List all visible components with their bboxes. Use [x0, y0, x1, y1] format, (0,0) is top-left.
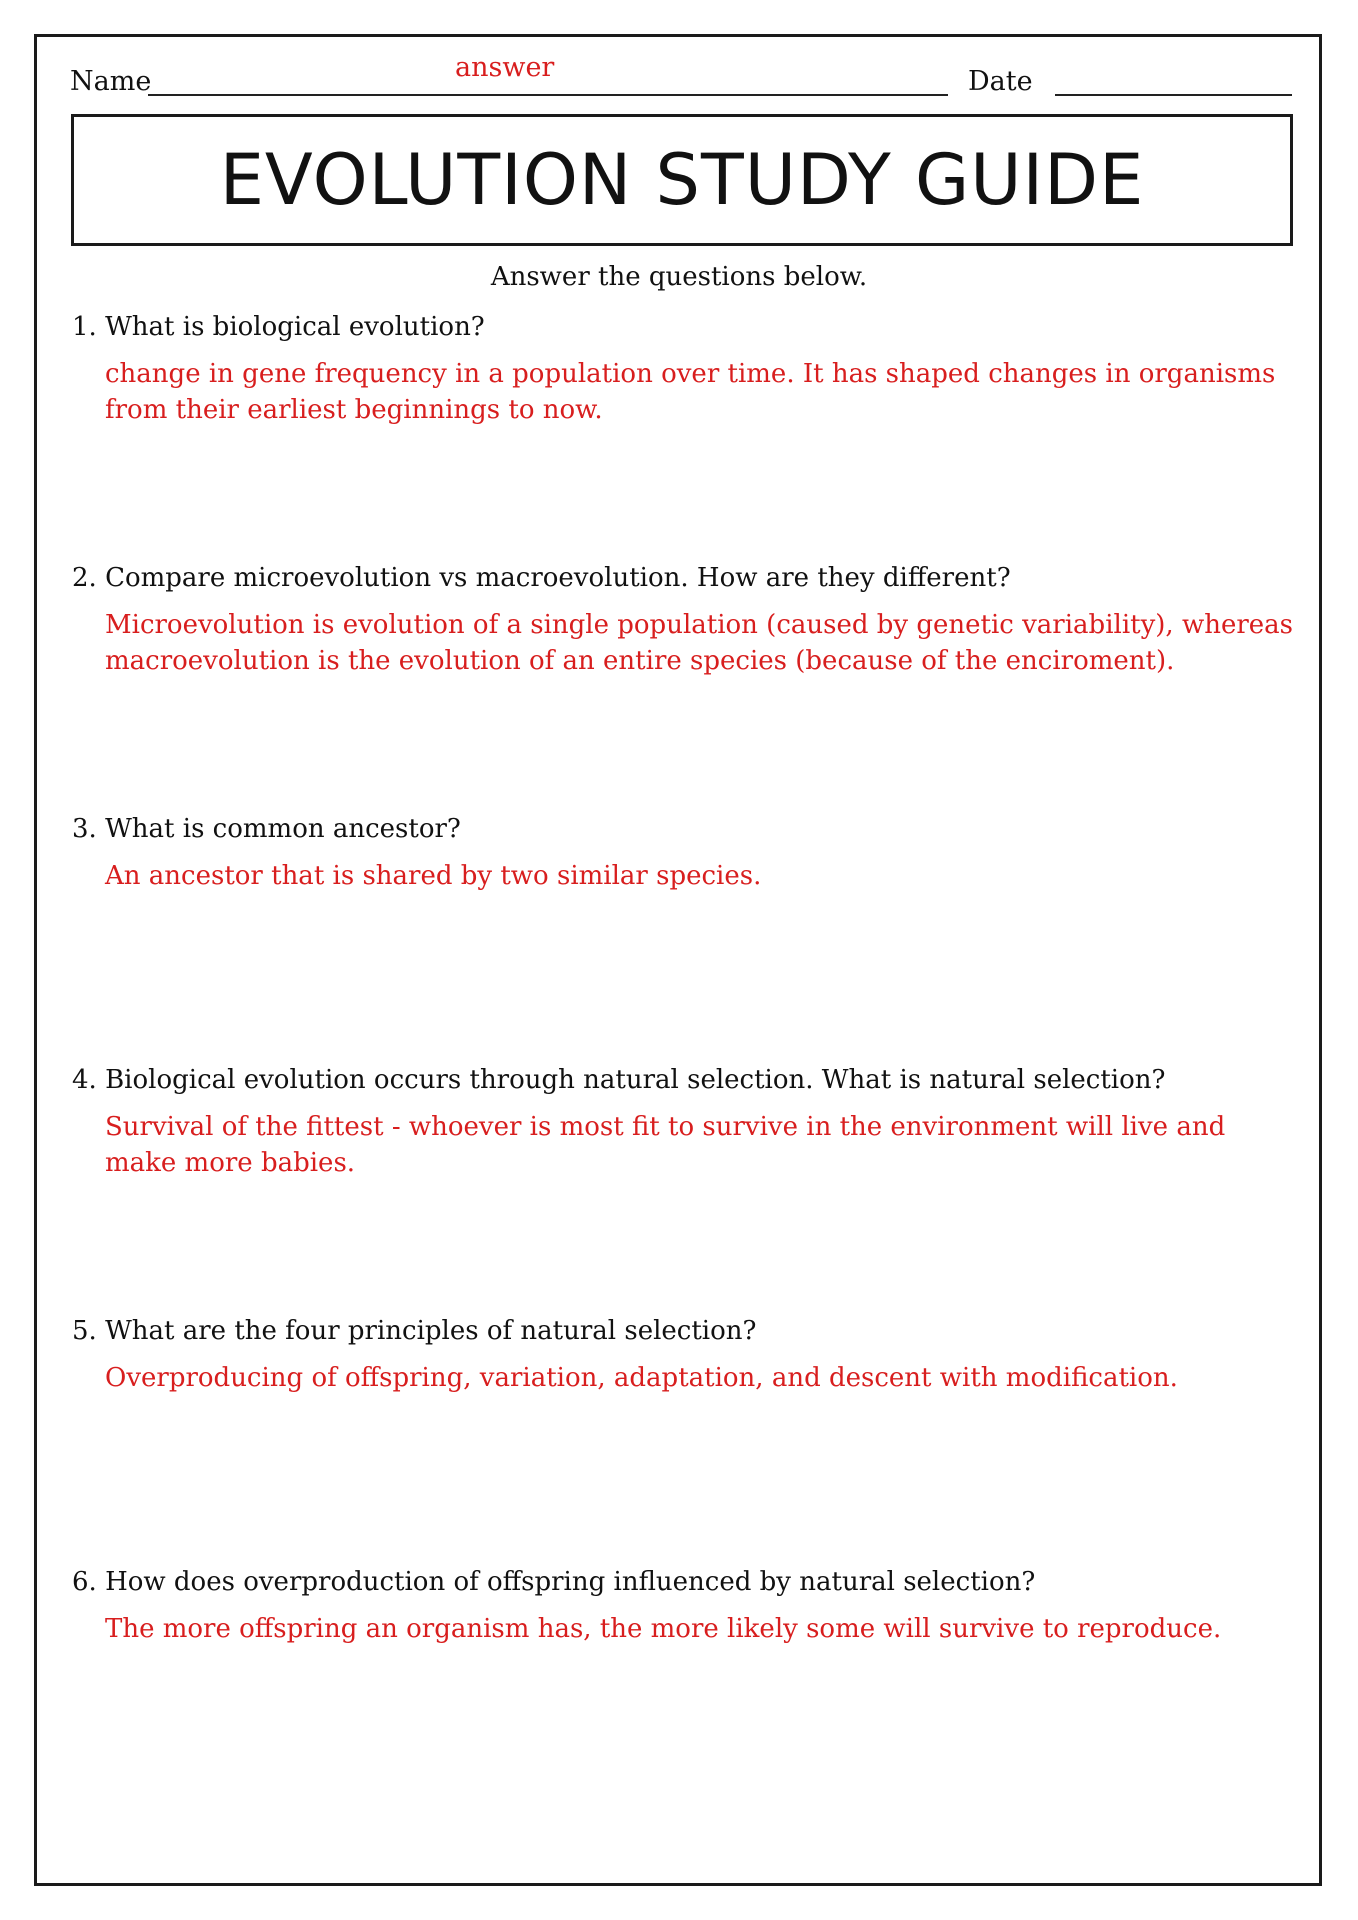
header-line	[70, 52, 1292, 102]
answer-text: Survival of the fittest - whoever is most fit to survive in the environment will live and make more babies.	[105, 1112, 1226, 1178]
answer-text: Overproducing of offspring, variation, adaptation, and descent with modification.	[105, 1363, 1178, 1393]
question-text: 3. What is common ancestor?	[72, 814, 461, 844]
name-value: answer	[455, 52, 555, 83]
question-text: 5. What are the four principles of natural selection?	[72, 1316, 757, 1346]
name-field[interactable]	[148, 94, 948, 96]
question-2	[72, 561, 1302, 679]
answer-text: change in gene frequency in a population over time. It has shaped changes in organisms from their earliest beginnings to now.	[105, 359, 1276, 425]
question-text: 4. Biological evolution occurs through natural selection. What is natural selection?	[72, 1065, 1166, 1095]
question-3	[72, 812, 1302, 894]
answer-text: The more offspring an organism has, the more likely some will survive to reproduce.	[105, 1614, 1222, 1644]
answer-text: An ancestor that is shared by two similar species.	[105, 861, 762, 891]
title-box	[71, 114, 1293, 246]
question-6	[72, 1565, 1302, 1647]
question-5	[72, 1314, 1302, 1396]
name-label: Name	[70, 66, 152, 97]
question-text: 6. How does overproduction of offspring influenced by natural selection?	[72, 1567, 1036, 1597]
instructions: Answer the questions below.	[490, 262, 868, 292]
answer-text: Microevolution is evolution of a single population (caused by genetic variability), whereas macroevolution is the evolution of an entire species (because of the enciroment).	[105, 610, 1294, 676]
question-text: 1. What is biological evolution?	[72, 312, 485, 342]
question-1	[72, 310, 1302, 428]
date-label: Date	[968, 66, 1033, 97]
page-title: EVOLUTION STUDY GUIDE	[219, 139, 1145, 221]
question-text: 2. Compare microevolution vs macroevolution. How are they different?	[72, 563, 1011, 593]
question-4	[72, 1063, 1302, 1181]
date-field[interactable]	[1055, 94, 1292, 96]
